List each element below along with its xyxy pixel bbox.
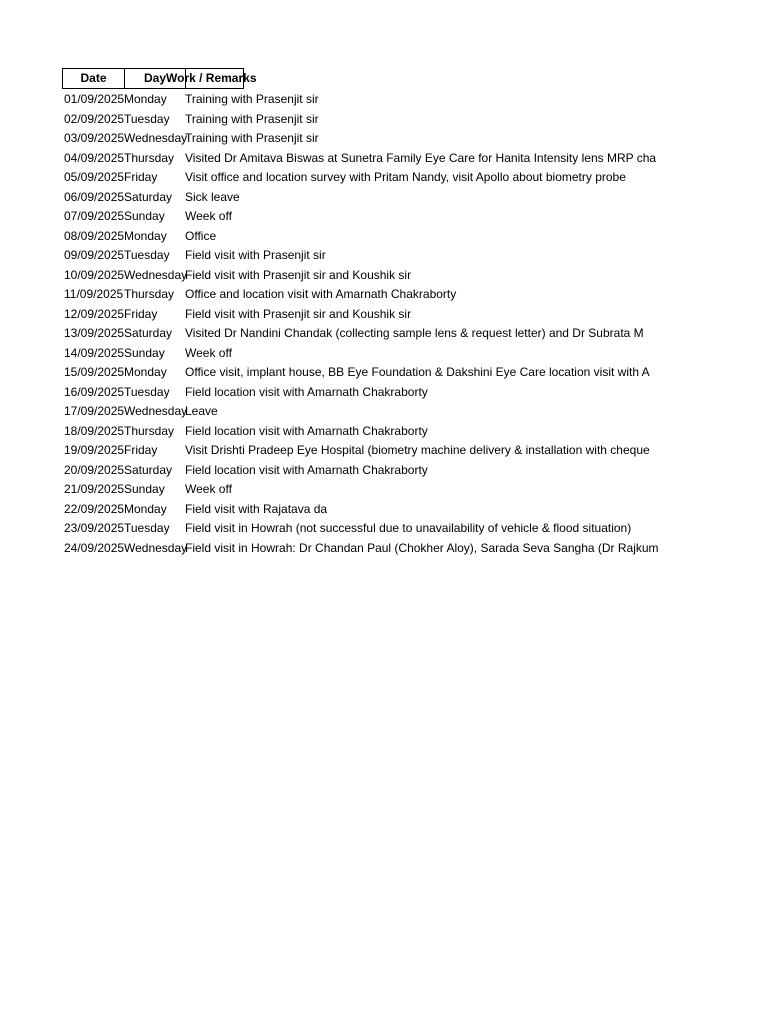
table-row bbox=[62, 188, 668, 208]
remarks-cell[interactable]: Visit office and location survey with Pritam Nandy, visit Apollo about biometry probe bbox=[185, 170, 626, 184]
remarks-cell[interactable]: Week off bbox=[185, 345, 232, 360]
remarks-cell[interactable]: Field visit in Howrah (not successful due to unavailability of vehicle & flood situation) bbox=[185, 521, 632, 535]
table-row bbox=[62, 305, 668, 325]
day-cell[interactable]: Wednesday bbox=[124, 131, 188, 145]
remarks-cell[interactable]: Field location visit with Amarnath Chakraborty bbox=[185, 423, 428, 438]
table-row bbox=[62, 402, 668, 422]
date-cell[interactable]: 07/09/2025 bbox=[64, 209, 125, 223]
date-cell[interactable]: 17/09/2025 bbox=[64, 404, 125, 418]
table-row bbox=[62, 246, 668, 266]
day-cell[interactable]: Saturday bbox=[124, 189, 173, 204]
remarks-cell[interactable]: Visited Dr Nandini Chandak (collecting sample lens & request letter) and Dr Subrata M bbox=[185, 326, 644, 340]
table-row bbox=[62, 110, 668, 130]
remarks-cell[interactable]: Training with Prasenjit sir bbox=[185, 92, 319, 106]
day-cell[interactable]: Monday bbox=[124, 365, 167, 379]
day-cell[interactable]: Monday bbox=[124, 228, 167, 243]
date-cell[interactable]: 19/09/2025 bbox=[64, 443, 125, 457]
table-row bbox=[62, 480, 668, 500]
header-remarks-label: Work / Remarks bbox=[166, 71, 257, 85]
table-row bbox=[62, 207, 668, 227]
table-row bbox=[62, 519, 668, 539]
remarks-cell[interactable]: Field location visit with Amarnath Chakraborty bbox=[185, 384, 428, 399]
day-cell[interactable]: Friday bbox=[124, 443, 158, 457]
header-remarks-cell[interactable] bbox=[166, 68, 257, 89]
day-cell[interactable]: Thursday bbox=[124, 150, 175, 165]
date-cell[interactable]: 11/09/2025 bbox=[64, 287, 124, 301]
table-row bbox=[62, 129, 668, 149]
date-cell[interactable]: 23/09/2025 bbox=[64, 521, 125, 535]
day-cell[interactable]: Sunday bbox=[124, 345, 165, 360]
date-cell[interactable]: 04/09/2025 bbox=[64, 150, 125, 165]
remarks-cell[interactable]: Field location visit with Amarnath Chakraborty bbox=[185, 462, 428, 477]
date-cell[interactable]: 09/09/2025 bbox=[64, 248, 125, 262]
header-day-label: Day bbox=[143, 71, 166, 85]
data-rows bbox=[62, 90, 668, 558]
day-cell[interactable]: Thursday bbox=[124, 287, 175, 301]
remarks-cell[interactable]: Visited Dr Amitava Biswas at Sunetra Family Eye Care for Hanita Intensity lens MRP cha bbox=[185, 150, 657, 165]
day-cell[interactable]: Tuesday bbox=[124, 521, 170, 535]
day-cell[interactable]: Monday bbox=[124, 92, 167, 106]
table-row bbox=[62, 266, 668, 286]
date-cell[interactable]: 14/09/2025 bbox=[64, 345, 125, 360]
day-cell[interactable]: Wednesday bbox=[124, 540, 188, 555]
day-cell[interactable]: Saturday bbox=[124, 326, 173, 340]
table-row bbox=[62, 539, 668, 559]
day-cell[interactable]: Wednesday bbox=[124, 404, 188, 418]
day-cell[interactable]: Saturday bbox=[124, 462, 173, 477]
remarks-cell[interactable]: Training with Prasenjit sir bbox=[185, 111, 319, 126]
date-cell[interactable]: 05/09/2025 bbox=[64, 170, 125, 184]
day-cell[interactable]: Tuesday bbox=[124, 384, 170, 399]
remarks-cell[interactable]: Week off bbox=[185, 209, 232, 223]
table-row bbox=[62, 168, 668, 188]
table-row bbox=[62, 500, 668, 520]
day-cell[interactable]: Thursday bbox=[124, 423, 175, 438]
remarks-cell[interactable]: Field visit with Prasenjit sir bbox=[185, 248, 326, 262]
date-cell[interactable]: 10/09/2025 bbox=[64, 267, 125, 282]
day-cell[interactable]: Tuesday bbox=[124, 111, 170, 126]
remarks-cell[interactable]: Sick leave bbox=[185, 189, 240, 204]
date-cell[interactable]: 12/09/2025 bbox=[64, 306, 125, 321]
date-cell[interactable]: 02/09/2025 bbox=[64, 111, 125, 126]
day-cell[interactable]: Tuesday bbox=[124, 248, 170, 262]
remarks-cell[interactable]: Field visit in Howrah: Dr Chandan Paul (Chokher Aloy), Sarada Seva Sangha (Dr Rajkum bbox=[185, 540, 659, 555]
remarks-cell[interactable]: Field visit with Prasenjit sir and Koushik sir bbox=[185, 306, 412, 321]
date-cell[interactable]: 08/09/2025 bbox=[64, 228, 125, 243]
date-cell[interactable]: 03/09/2025 bbox=[64, 131, 125, 145]
date-cell[interactable]: 06/09/2025 bbox=[64, 189, 125, 204]
remarks-cell[interactable]: Office bbox=[185, 228, 217, 243]
table-row bbox=[62, 324, 668, 344]
date-cell[interactable]: 16/09/2025 bbox=[64, 384, 125, 399]
day-cell[interactable]: Sunday bbox=[124, 482, 165, 496]
table-row bbox=[62, 227, 668, 247]
table-row bbox=[62, 383, 668, 403]
remarks-cell[interactable]: Leave bbox=[185, 404, 218, 418]
table-row bbox=[62, 422, 668, 442]
table-row bbox=[62, 285, 668, 305]
remarks-cell[interactable]: Office and location visit with Amarnath Chakraborty bbox=[185, 287, 457, 301]
date-cell[interactable]: 20/09/2025 bbox=[64, 462, 125, 477]
date-cell[interactable]: 24/09/2025 bbox=[64, 540, 125, 555]
table-row bbox=[62, 149, 668, 169]
table-row bbox=[62, 90, 668, 110]
remarks-cell[interactable]: Week off bbox=[185, 482, 232, 496]
date-cell[interactable]: 21/09/2025 bbox=[64, 482, 125, 496]
day-cell[interactable]: Monday bbox=[124, 501, 167, 516]
date-cell[interactable]: 01/09/2025 bbox=[64, 92, 125, 106]
spreadsheet-sheet bbox=[62, 68, 668, 555]
table-row bbox=[62, 344, 668, 364]
date-cell[interactable]: 22/09/2025 bbox=[64, 501, 125, 516]
date-cell[interactable]: 13/09/2025 bbox=[64, 326, 125, 340]
header-date-cell[interactable] bbox=[62, 68, 125, 89]
table-row bbox=[62, 363, 668, 383]
day-cell[interactable]: Friday bbox=[124, 170, 158, 184]
remarks-cell[interactable]: Training with Prasenjit sir bbox=[185, 131, 319, 145]
table-row bbox=[62, 441, 668, 461]
header-date-label: Date bbox=[80, 71, 107, 85]
remarks-cell[interactable]: Office visit, implant house, BB Eye Foundation & Dakshini Eye Care location visit with A bbox=[185, 365, 650, 379]
header-row bbox=[62, 68, 668, 89]
date-cell[interactable]: 18/09/2025 bbox=[64, 423, 125, 438]
day-cell[interactable]: Wednesday bbox=[124, 267, 188, 282]
date-cell[interactable]: 15/09/2025 bbox=[64, 365, 125, 379]
day-cell[interactable]: Sunday bbox=[124, 209, 165, 223]
remarks-cell[interactable]: Visit Drishti Pradeep Eye Hospital (biometry machine delivery & installation with cheque bbox=[185, 443, 650, 457]
remarks-cell[interactable]: Field visit with Rajatava da bbox=[185, 501, 328, 516]
day-cell[interactable]: Friday bbox=[124, 306, 158, 321]
remarks-cell[interactable]: Field visit with Prasenjit sir and Koushik sir bbox=[185, 267, 412, 282]
table-row bbox=[62, 461, 668, 481]
